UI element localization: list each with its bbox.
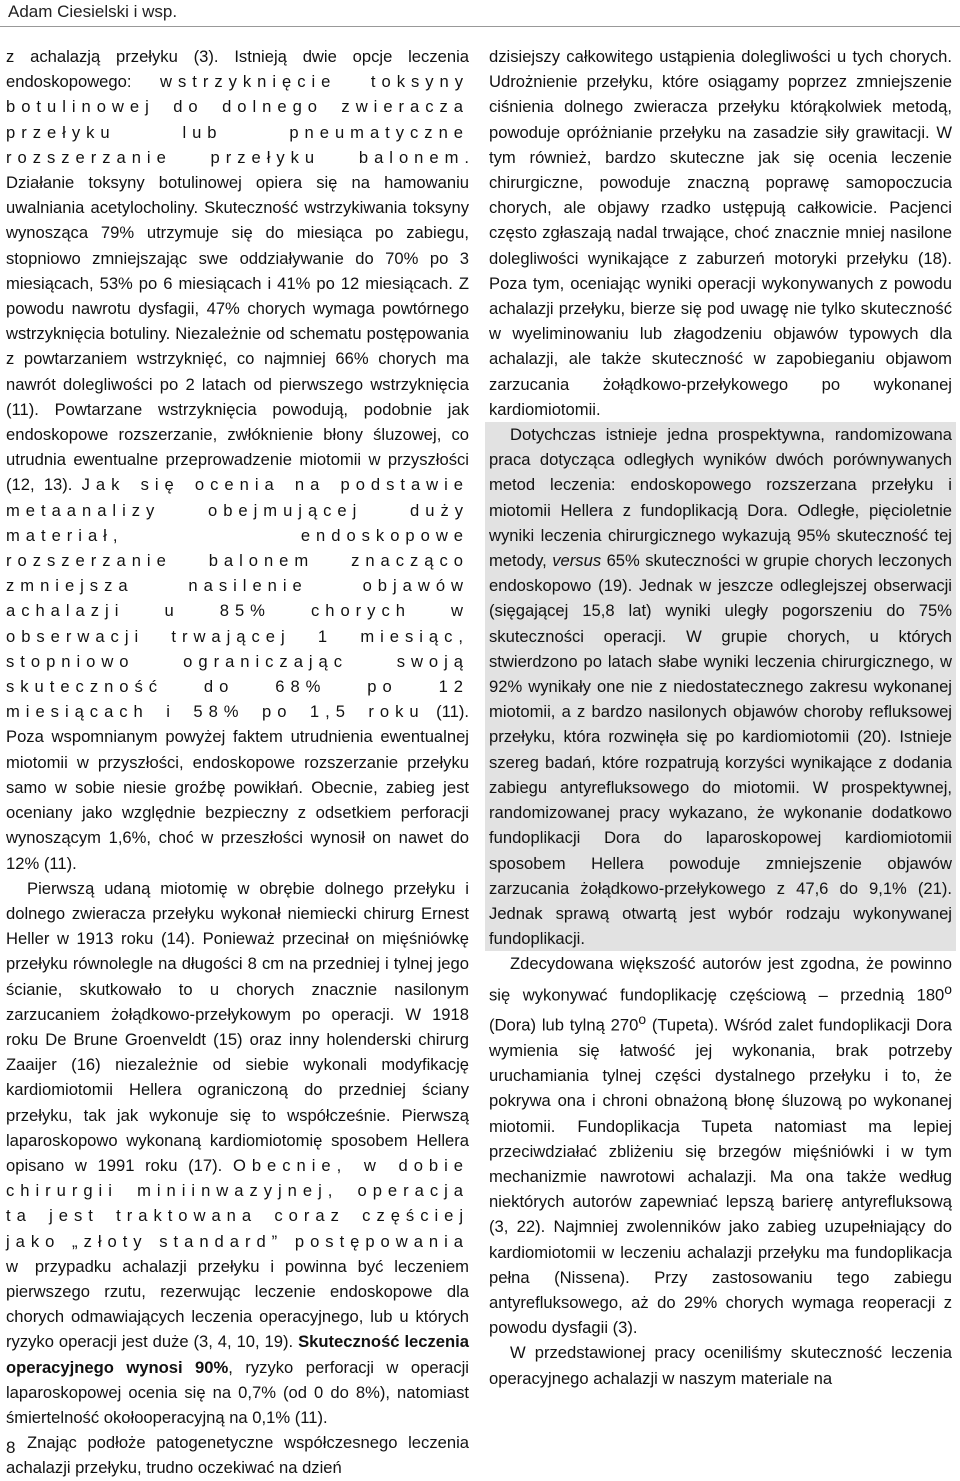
paragraph-pathogenesis: Znając podłoże patogenetyczne współczesnego leczenia achalazji przełyku, trudno oczekiwać na dzień xyxy=(6,1433,469,1478)
paragraph-randomized-study xyxy=(489,422,952,951)
paragraph-fundoplication xyxy=(489,951,952,1340)
left-column xyxy=(6,44,469,1481)
emphasis-spaced-text: Jak się ocenia na podstawie metaanalizy obejmującej duży materiał, endoskopowe rozszerzanie balonem znacząco zmniejsza nasilenie objawów achalazji u 85% chorych w obserwacji trwającej 1 miesiąc, stopniowo ograniczając swoją skuteczność do 68% po 12 miesiącach i 58% po 1,5 roku xyxy=(6,475,469,722)
paragraph-heller-myotomy xyxy=(6,876,469,1430)
paragraph-surgical-outcomes: dzisiejszy całkowitego ustąpienia dolegliwości u tych chorych. Udrożnienie przełyku, które osiągamy poprzez zmniejszenie ciśnienia dolnego zwieracza przełyku którąkolwiek metodą, powoduje opróżnianie przełyku na zasadzie siły grawitacji. W tym również, bardzo skuteczne jak się ocenia leczenie chirurgiczne, powoduje znaczną poprawę samopoczucia chorych, ale objawy rzadko ustępują całkowicie. Pacjenci często zgłaszają nadal trwające, choć znacznie mniej nasilone dolegliwości wynikające z zaburzeń motoryki przełyku (18). Poza tym, oceniając wyniki operacji wykonywanych z powodu achalazji przełyku, bierze się pod uwagę nie tylko skuteczność w wyeliminowaniu lub złagodzeniu objawów typowych dla achalazji, ale także skuteczność w zapobieganiu objawom zarzucania żołądkowo-przełykowego po wykonanej kardiomiotomii. xyxy=(489,47,952,419)
text-run: (Dora) lub tylną 270 xyxy=(489,1015,639,1035)
text-run: 65% skuteczności w grupie chorych leczonych endoskopowo (19). Jednak w jeszcze odleglejszej obserwacji (sięgającej 15,8 lat) wyniki uległy pogorszeniu do 75% skuteczności operacji. W grupie chorych, u których stwierdzono po latach słabe wyniki leczenia chirurgicznego, w 92% wynikały one nie z niedostatecznego zakresu wykonanej miotomii, a z bardzo nasilonych objawów choroby refluksowej przełyku, która rozwinęła się po kardiomiotomii (20). Istnieje szereg badań, które rozpatrują korzyści wynikające z dodania zabiegu antyrefluksowego do miotomii. W prospektywnej, randomizowanej pracy wykazano, że wykonanie dodatkowo fundoplikacji Dora do laparoskopowej kardiomiotomii sposobem Hellera powoduje zmniejszenie objawów zarzucania żołądkowo-przełykowego z 47,6 do 9,1% (21). Jednak sprawą otwartą jest wybór rodzaju wykonywanej fundoplikacji. xyxy=(489,551,953,949)
emphasis-spaced-text: Obecnie, w dobie chirurgii miniinwazyjnej, operacja ta jest traktowana coraz częściej jako „złoty standard” postępowania w xyxy=(6,1155,469,1276)
text-run: Pierwszą udaną miotomię w obrębie dolnego przełyku i dolnego zwieracza przełyku wykonał niemiecki chirurg Ernest Heller w 1913 roku (14). Ponieważ przecinał on mięśniówkę przełyku równolegle na długości 8 cm na przedniej i tylnej jego ścianie, skutkowało to u chorych znacznie nasilonym zarzucaniem żołądkowo-przełykowym po operacji. W 1918 roku De Brune Groenveldt (15) oraz inny holenderski chirurg Zaaijer (16) niezależnie od siebie wykonali modyfikację kardiomiotomii Hellera ograniczoną do przedniej ściany przełyku, tak jak wykonuje się to współcześnie. Pierwszą laparoskopowo wykonaną kardiomiotomię sposobem Hellera opisano w 1991 roku (17). xyxy=(6,878,469,1175)
text-run: Zdecydowana większość autorów jest zgodna, że powinno się wykonywać fundoplikację częściową – przednią 180 xyxy=(489,954,952,1005)
paragraph-own-study: W przedstawionej pracy oceniliśmy skuteczność leczenia operacyjnego achalazji w naszym materiale na xyxy=(489,1343,952,1388)
text-run: z achalazją przełyku (3). Istnieją dwie opcje leczenia endoskopowego: xyxy=(6,47,469,92)
text-run: , ryzyko perforacji w operacji laparoskopowej ocenia się na 0,7% (od 0 do 8%), natomiast śmiertelność okołooperacyjną na 0,1% (11). xyxy=(6,1357,469,1427)
degree-superscript: o xyxy=(638,1011,647,1028)
page-number: 8 xyxy=(6,1438,16,1457)
running-header-authors: Adam Ciesielski i wsp. xyxy=(8,2,178,21)
text-run: . Działanie toksyny botulinowej opiera się na hamowaniu uwalniania acetylocholiny. Skuteczność wstrzykiwania toksyny wynosząca 79% utrzymuje się do miesiąca po zabiegu, stopniowo zmniejszając swe oddziaływanie do 70% po 3 miesiącach, 53% po 6 miesiącach i 41% po 12 miesiącach. Z powodu nawrotu dysfagii, 47% chorych wymaga powtórnego wstrzyknięcia botuliny. Niezależnie od schematu postępowania z powtarzaniem wstrzyknięć, co najmniej 66% chorych ma nawrót dolegliwości po 2 latach od pierwszego wstrzyknięcia (11). Powtarzane wstrzyknięcia powodują, podobnie jak endoskopowe rozszerzanie, zwłóknienie błony śluzowej, co utrudnia ewentualne przeprowadzenie miotomii w przyszłości (12, 13). xyxy=(6,147,469,495)
text-run: (Tupeta). Wśród zalet fundoplikacji Dora wymienia się łatwość jej wykonania, brak potrzeby uruchamiania tylnej części dystalnego przełyku i to, że pokrywa ona i chroni obnażoną błonę śluzową po wykonanej miotomii. Fundoplikacja Tupeta natomiast ma lepiej przeciwdziałać zbliżeniu się brzegów mięśniówki i w tym mechanizmie nawrotowi achalazji. Ma ona także według niektórych autorów zapewniać lepszą barierę antyrefluksową (3, 22). Najmniej zwolenników jako zabieg uzupełniający do kardiomiotomii w leczeniu achalazji przełyku ma fundoplikacja pełna (Nissena). Przy zastosowaniu tego zabiegu antyrefluksowego, aż do 29% chorych wymaga reoperacji z powodu dysfagii (3). xyxy=(489,1015,953,1338)
highlighted-box xyxy=(485,422,956,951)
italic-text: versus xyxy=(552,551,602,571)
text-run: Dotychczas istnieje jedna prospektywna, randomizowana praca dotycząca odległych wyników dwóch porównywanych metod leczenia: endoskopowego rozszerzana przełyku i miotomii Hellera z fundoplikacją Dora. Odległe, pięcioletnie wyniki leczenia chirurgicznego wykazują 95% skuteczność tej metody, xyxy=(489,425,952,571)
degree-superscript: o xyxy=(944,980,952,997)
emphasis-spaced-text: wstrzyknięcie toksyny botulinowej do dolnego zwieracza przełyku lub pneumatyczne rozszerzanie przełyku balonem xyxy=(6,72,469,167)
bold-text: Skuteczność leczenia operacyjnego wynosi 90% xyxy=(6,1332,470,1377)
header-rule xyxy=(0,26,960,27)
text-run: przypadku achalazji przełyku i powinna być leczeniem pierwszego rzutu, rezerwując leczenie endoskopowe dla chorych odmawiających leczenia operacyjnego, lub u których ryzyko operacji jest duże (3, 4, 10, 19). xyxy=(6,1256,469,1352)
text-run: (11). Poza wspomnianym powyżej faktem utrudnienia ewentualnej miotomii w przyszłości, endoskopowe rozszerzanie przełyku samo w sobie niesie groźbę powikłań. Obecnie, zabieg jest oceniany jako względnie bezpieczny z odsetkiem perforacji wynoszącym 1,6%, choć w przeszłości wynosił on nawet do 12% (11). xyxy=(6,702,469,873)
right-column xyxy=(489,44,952,1391)
paragraph-endoscopic-treatment xyxy=(6,44,469,876)
